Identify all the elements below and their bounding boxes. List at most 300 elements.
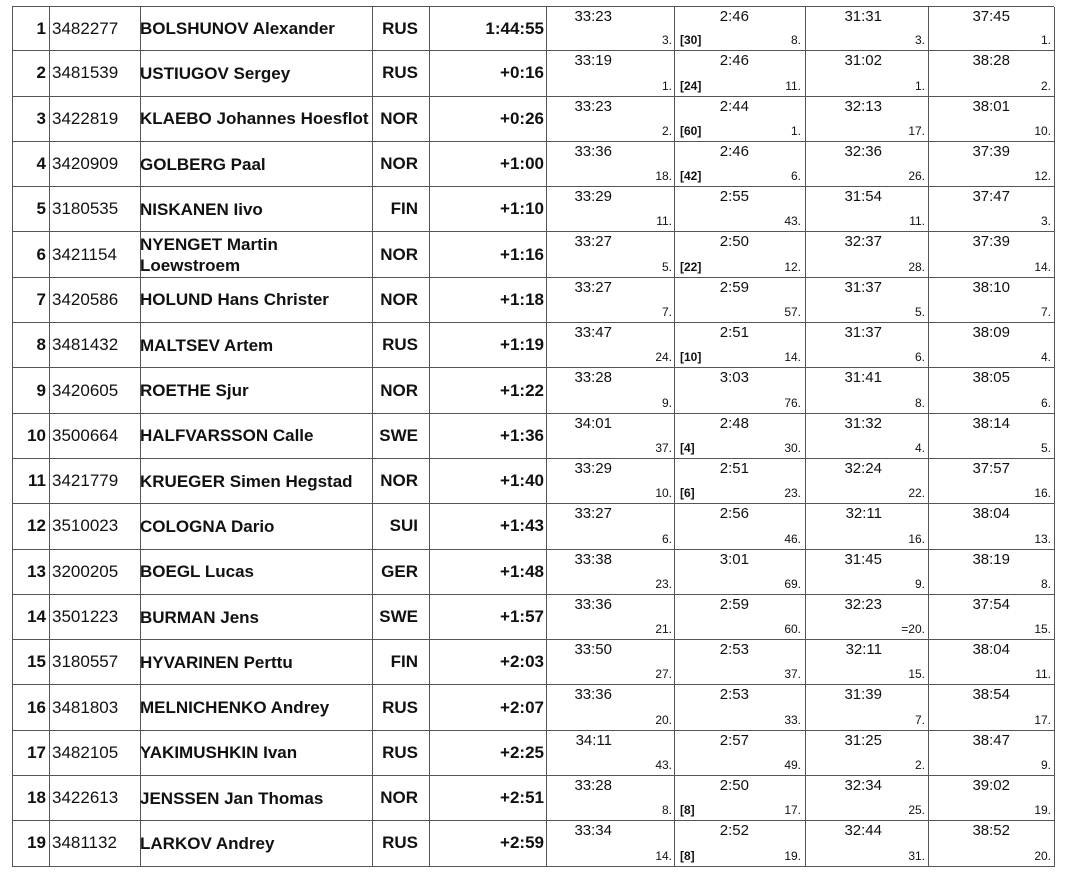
rank-cell: 14: [27, 607, 46, 626]
column-divider: [429, 97, 430, 142]
finish-time-cell: +1:18: [500, 289, 544, 309]
split-2-rank: 69.: [784, 576, 801, 591]
rank-cell: 16: [27, 697, 46, 717]
finish-time-cell: +2:25: [500, 742, 544, 762]
split-2-time: 2:53: [719, 686, 749, 704]
nation-cell: NOR: [380, 289, 418, 309]
split-1-rank: 9.: [661, 395, 672, 410]
split-2-time: 2:59: [719, 278, 749, 296]
split-2-rank: 57.: [784, 305, 801, 320]
column-divider: [805, 278, 806, 323]
fis-code-cell: 3422819: [52, 108, 119, 128]
split-4-rank: 14.: [1034, 259, 1051, 274]
column-divider: [429, 504, 430, 549]
fis-code-cell: 3501223: [52, 607, 119, 626]
nation-cell: RUS: [382, 18, 418, 38]
column-divider: [674, 142, 675, 187]
split-1-rank: 14.: [655, 848, 672, 863]
split-4-time: 38:47: [972, 731, 1010, 749]
fis-code-cell: 3510023: [52, 516, 119, 536]
split-1-time: 33:23: [574, 97, 612, 115]
split-2-rank: 76.: [784, 395, 801, 410]
column-divider: [928, 821, 929, 866]
table-row: [12, 821, 1054, 866]
finish-time-cell: +1:16: [500, 244, 544, 264]
finish-time-cell: +2:07: [500, 697, 544, 717]
athlete-name-cell: NYENGET Martin Loewstroem: [140, 234, 278, 275]
table-row: [12, 595, 1054, 640]
nation-cell: NOR: [380, 471, 418, 491]
split-1-rank: 11.: [656, 214, 672, 229]
split-4-rank: 2.: [1040, 78, 1051, 93]
column-divider: [805, 776, 806, 821]
column-divider: [674, 685, 675, 730]
split-3-time: 32:13: [844, 97, 882, 115]
column-divider: [928, 459, 929, 504]
column-divider: [674, 232, 675, 277]
bonus-points: [30]: [680, 33, 702, 48]
column-divider: [429, 550, 430, 595]
column-divider: [805, 685, 806, 730]
split-1-time: 33:27: [574, 278, 612, 296]
fis-code-cell: 3481432: [52, 335, 119, 355]
column-divider: [674, 504, 675, 549]
split-4-time: 37:47: [972, 188, 1010, 206]
finish-time-cell: +1:19: [500, 335, 544, 355]
fis-code-cell: 3421154: [52, 244, 117, 264]
column-divider: [546, 776, 547, 821]
split-3-time: 32:23: [844, 595, 882, 613]
split-3-rank: 11.: [909, 214, 925, 229]
split-3-time: 32:37: [844, 233, 882, 251]
split-4-time: 37:57: [972, 459, 1010, 477]
column-divider: [546, 232, 547, 277]
rank-cell: 3: [36, 108, 46, 128]
rank-cell: 7: [36, 289, 46, 309]
athlete-name-cell: YAKIMUSHKIN Ivan: [140, 743, 298, 763]
column-divider: [674, 731, 675, 776]
split-4-rank: 6.: [1040, 395, 1051, 410]
fis-code-cell: 3180557: [52, 652, 119, 672]
finish-time-cell: +1:10: [500, 199, 544, 219]
column-divider: [1054, 7, 1055, 51]
column-divider: [49, 368, 50, 413]
split-2-time: 2:57: [719, 731, 749, 749]
table-row: [12, 368, 1054, 413]
column-divider: [49, 97, 50, 142]
table-row: [12, 232, 1054, 277]
column-divider: [546, 550, 547, 595]
split-1-rank: 27.: [655, 667, 672, 682]
split-3-time: 31:45: [844, 550, 882, 568]
column-divider: [674, 7, 675, 51]
column-divider: [674, 595, 675, 640]
split-1-time: 33:27: [574, 233, 612, 251]
split-2-time: 2:44: [719, 97, 749, 115]
split-2-time: 2:50: [719, 233, 749, 251]
column-divider: [429, 414, 430, 459]
table-row: [12, 685, 1054, 730]
column-divider: [928, 368, 929, 413]
column-divider: [49, 323, 50, 368]
column-divider: [429, 7, 430, 51]
athlete-name-cell: NISKANEN Iivo: [140, 199, 263, 219]
column-divider: [674, 51, 675, 96]
column-divider: [674, 821, 675, 866]
column-divider: [49, 776, 50, 821]
split-2-time: 2:53: [719, 641, 749, 659]
nation-cell: FIN: [390, 199, 418, 219]
bonus-points: [22]: [680, 259, 702, 274]
finish-time-cell: +1:40: [500, 471, 544, 491]
column-divider: [429, 187, 430, 232]
athlete-name-cell: GOLBERG Paal: [140, 154, 266, 174]
nation-cell: SWE: [379, 425, 418, 445]
split-4-rank: 8.: [1040, 576, 1051, 591]
column-divider: [805, 142, 806, 187]
split-4-rank: 5.: [1040, 440, 1051, 455]
split-1-rank: 1.: [661, 78, 672, 93]
split-3-rank: 1.: [914, 78, 925, 93]
column-divider: [674, 414, 675, 459]
split-3-time: 31:41: [844, 369, 882, 387]
column-divider: [805, 7, 806, 51]
column-divider: [805, 821, 806, 866]
rank-cell: 6: [36, 244, 46, 264]
fis-code-cell: 3481803: [52, 697, 119, 717]
table-row: [12, 97, 1054, 142]
split-4-rank: 7.: [1040, 305, 1051, 320]
column-divider: [49, 414, 50, 459]
split-2-time: 2:46: [719, 52, 749, 70]
column-divider: [1054, 278, 1055, 323]
split-3-time: 31:31: [844, 8, 882, 25]
split-1-time: 33:34: [574, 822, 612, 840]
athlete-name-cell: BOLSHUNOV Alexander: [140, 19, 335, 39]
split-1-time: 34:11: [575, 731, 612, 749]
split-4-time: 38:10: [972, 278, 1010, 296]
column-divider: [674, 323, 675, 368]
finish-time-cell: +1:43: [500, 516, 544, 536]
athlete-name-cell: HALFVARSSON Calle: [140, 426, 314, 446]
split-1-time: 33:29: [574, 459, 612, 477]
split-4-rank: 3.: [1040, 214, 1051, 229]
finish-time-cell: +2:59: [500, 833, 544, 853]
split-2-time: 3:03: [719, 369, 749, 387]
column-divider: [49, 821, 50, 866]
column-divider: [928, 7, 929, 51]
column-divider: [546, 368, 547, 413]
nation-cell: RUS: [382, 742, 418, 762]
fis-code-cell: 3420909: [52, 154, 119, 174]
column-divider: [805, 323, 806, 368]
fis-code-cell: 3420605: [52, 380, 119, 400]
split-1-time: 33:28: [574, 369, 612, 387]
column-divider: [928, 278, 929, 323]
split-4-rank: 11.: [1035, 667, 1051, 682]
column-divider: [49, 685, 50, 730]
athlete-name-cell: MELNICHENKO Andrey: [140, 698, 330, 718]
column-divider: [805, 51, 806, 96]
column-divider: [1054, 459, 1055, 504]
fis-code-cell: 3482105: [52, 742, 119, 762]
column-divider: [805, 731, 806, 776]
split-2-rank: 49.: [784, 758, 801, 773]
split-1-time: 33:47: [574, 324, 612, 342]
split-3-rank: 7.: [914, 712, 925, 727]
split-4-time: 38:09: [972, 324, 1010, 342]
split-3-rank: 31.: [908, 848, 925, 863]
column-divider: [928, 414, 929, 459]
athlete-name-cell: KLAEBO Johannes Hoesflot: [140, 109, 369, 129]
split-1-rank: 18.: [655, 169, 672, 184]
split-1-time: 33:36: [574, 142, 612, 160]
finish-time-cell: +2:51: [500, 788, 544, 808]
column-divider: [928, 232, 929, 277]
bonus-points: [24]: [680, 78, 702, 93]
split-2-time: 2:55: [719, 188, 749, 206]
split-3-time: 31:25: [844, 731, 882, 749]
split-3-time: 31:02: [844, 52, 882, 70]
split-3-rank: =20.: [901, 622, 925, 637]
split-1-time: 33:50: [574, 641, 612, 659]
split-4-rank: 19.: [1034, 803, 1051, 818]
column-divider: [546, 97, 547, 142]
split-2-time: 2:51: [719, 324, 749, 342]
column-divider: [429, 459, 430, 504]
bonus-points: [6]: [680, 486, 695, 501]
split-2-time: 2:56: [719, 505, 749, 523]
split-4-time: 38:54: [972, 686, 1010, 704]
athlete-name-cell: USTIUGOV Sergey: [140, 63, 291, 83]
column-divider: [1054, 323, 1055, 368]
rank-cell: 17: [27, 742, 46, 762]
column-divider: [1054, 97, 1055, 142]
finish-time-cell: +1:57: [500, 607, 544, 626]
table-row: [12, 278, 1054, 323]
split-2-rank: 8.: [790, 33, 801, 48]
column-divider: [928, 187, 929, 232]
table-row: [12, 550, 1054, 595]
column-divider: [928, 731, 929, 776]
finish-time-cell: 1:44:55: [485, 18, 544, 38]
column-divider: [546, 7, 547, 51]
column-divider: [546, 51, 547, 96]
column-divider: [429, 323, 430, 368]
rank-cell: 4: [36, 154, 46, 174]
split-1-time: 33:38: [574, 550, 612, 568]
split-2-rank: 19.: [784, 848, 801, 863]
column-divider: [49, 187, 50, 232]
athlete-name-cell: COLOGNA Dario: [140, 516, 275, 536]
split-3-time: 32:36: [844, 142, 882, 160]
split-1-time: 33:27: [574, 505, 612, 523]
fis-code-cell: 3180535: [52, 199, 119, 219]
split-2-rank: 23.: [784, 486, 801, 501]
column-divider: [429, 731, 430, 776]
split-3-time: 31:37: [844, 324, 882, 342]
column-divider: [429, 685, 430, 730]
column-divider: [546, 187, 547, 232]
split-2-time: 2:50: [719, 777, 749, 795]
split-2-rank: 17.: [784, 803, 801, 818]
column-divider: [928, 97, 929, 142]
column-divider: [49, 51, 50, 96]
split-4-rank: 1.: [1040, 33, 1051, 48]
column-divider: [674, 776, 675, 821]
split-2-rank: 43.: [784, 214, 801, 229]
column-divider: [49, 459, 50, 504]
split-3-rank: 9.: [914, 576, 925, 591]
column-divider: [928, 685, 929, 730]
column-divider: [1054, 414, 1055, 459]
split-2-time: 2:59: [719, 595, 749, 613]
table-row: [12, 731, 1054, 776]
column-divider: [49, 278, 50, 323]
finish-time-cell: +0:26: [500, 108, 544, 128]
split-2-rank: 1.: [790, 123, 801, 138]
column-divider: [1054, 640, 1055, 685]
nation-cell: NOR: [380, 244, 418, 264]
column-divider: [1054, 685, 1055, 730]
column-divider: [546, 685, 547, 730]
column-divider: [1054, 187, 1055, 232]
rank-cell: 13: [27, 561, 46, 581]
split-4-time: 38:19: [972, 550, 1010, 568]
rank-cell: 10: [27, 425, 46, 445]
split-4-time: 37:39: [972, 233, 1010, 251]
column-divider: [429, 142, 430, 187]
fis-code-cell: 3421779: [52, 471, 119, 491]
rank-cell: 11: [28, 471, 46, 491]
column-divider: [429, 368, 430, 413]
split-1-rank: 43.: [655, 758, 672, 773]
rank-cell: 18: [27, 788, 46, 808]
column-divider: [1054, 731, 1055, 776]
fis-code-cell: 3200205: [52, 561, 119, 581]
split-3-time: 32:11: [845, 641, 882, 659]
split-2-rank: 11.: [785, 78, 801, 93]
column-divider: [49, 595, 50, 640]
column-divider: [674, 187, 675, 232]
bonus-points: [8]: [680, 803, 695, 818]
column-divider: [1054, 595, 1055, 640]
split-4-time: 38:04: [972, 505, 1010, 523]
nation-cell: NOR: [380, 108, 418, 128]
column-divider: [429, 278, 430, 323]
athlete-name-cell: LARKOV Andrey: [140, 833, 275, 853]
column-divider: [429, 821, 430, 866]
athlete-name-cell: HYVARINEN Perttu: [140, 652, 293, 672]
column-divider: [805, 97, 806, 142]
column-divider: [49, 731, 50, 776]
split-4-rank: 12.: [1034, 169, 1051, 184]
athlete-name-cell: BURMAN Jens: [140, 607, 260, 627]
split-1-time: 33:36: [574, 686, 612, 704]
finish-time-cell: +0:16: [500, 63, 544, 83]
split-2-rank: 33.: [784, 712, 801, 727]
column-divider: [928, 595, 929, 640]
bonus-points: [42]: [680, 169, 702, 184]
column-divider: [546, 640, 547, 685]
rank-cell: 9: [36, 380, 46, 400]
column-divider: [805, 504, 806, 549]
column-divider: [49, 7, 50, 51]
table-row: [12, 187, 1054, 232]
table-row: [12, 640, 1054, 685]
nation-cell: SWE: [379, 607, 418, 626]
split-2-rank: 30.: [784, 440, 801, 455]
split-1-time: 33:28: [574, 777, 612, 795]
column-divider: [674, 97, 675, 142]
column-divider: [49, 640, 50, 685]
split-4-rank: 9.: [1040, 758, 1051, 773]
results-table: [12, 6, 1054, 867]
split-2-rank: 46.: [784, 531, 801, 546]
split-3-rank: 6.: [914, 350, 925, 365]
nation-cell: GER: [381, 561, 418, 581]
column-divider: [546, 595, 547, 640]
split-3-rank: 8.: [914, 395, 925, 410]
finish-time-cell: +2:03: [500, 652, 544, 672]
column-divider: [674, 640, 675, 685]
split-4-rank: 4.: [1040, 350, 1051, 365]
table-row: [12, 323, 1054, 368]
split-3-rank: 26.: [908, 169, 925, 184]
split-3-rank: 28.: [908, 259, 925, 274]
split-3-rank: 16.: [908, 531, 925, 546]
split-1-rank: 8.: [661, 803, 672, 818]
column-divider: [546, 323, 547, 368]
split-4-time: 37:39: [972, 142, 1010, 160]
column-divider: [429, 595, 430, 640]
column-divider: [49, 504, 50, 549]
split-3-rank: 2.: [914, 758, 925, 773]
split-4-time: 38:52: [972, 822, 1010, 840]
split-2-time: 2:52: [719, 822, 749, 840]
nation-cell: RUS: [382, 335, 418, 355]
column-divider: [1054, 821, 1055, 866]
column-divider: [49, 232, 50, 277]
column-divider: [928, 51, 929, 96]
column-divider: [805, 550, 806, 595]
finish-time-cell: +1:36: [500, 425, 544, 445]
split-2-rank: 12.: [784, 259, 801, 274]
column-divider: [429, 776, 430, 821]
athlete-name-cell: ROETHE Sjur: [140, 381, 249, 401]
split-1-rank: 7.: [661, 305, 672, 320]
column-divider: [928, 776, 929, 821]
athlete-name-cell: KRUEGER Simen Hegstad: [140, 471, 353, 491]
athlete-name-cell: BOEGL Lucas: [140, 562, 254, 582]
split-3-time: 32:24: [844, 459, 882, 477]
column-divider: [429, 640, 430, 685]
column-divider: [546, 278, 547, 323]
column-divider: [928, 323, 929, 368]
table-row: [12, 776, 1054, 821]
column-divider: [1054, 550, 1055, 595]
split-3-time: 31:32: [844, 414, 882, 432]
split-3-time: 31:39: [844, 686, 882, 704]
rank-cell: 19: [27, 833, 46, 853]
fis-code-cell: 3422613: [52, 788, 119, 808]
rank-cell: 5: [36, 199, 46, 219]
split-4-time: 37:54: [972, 595, 1010, 613]
split-2-time: 2:51: [719, 459, 749, 477]
rank-cell: 1: [36, 18, 46, 38]
split-4-rank: 13.: [1034, 531, 1051, 546]
rank-cell: 15: [27, 652, 46, 672]
